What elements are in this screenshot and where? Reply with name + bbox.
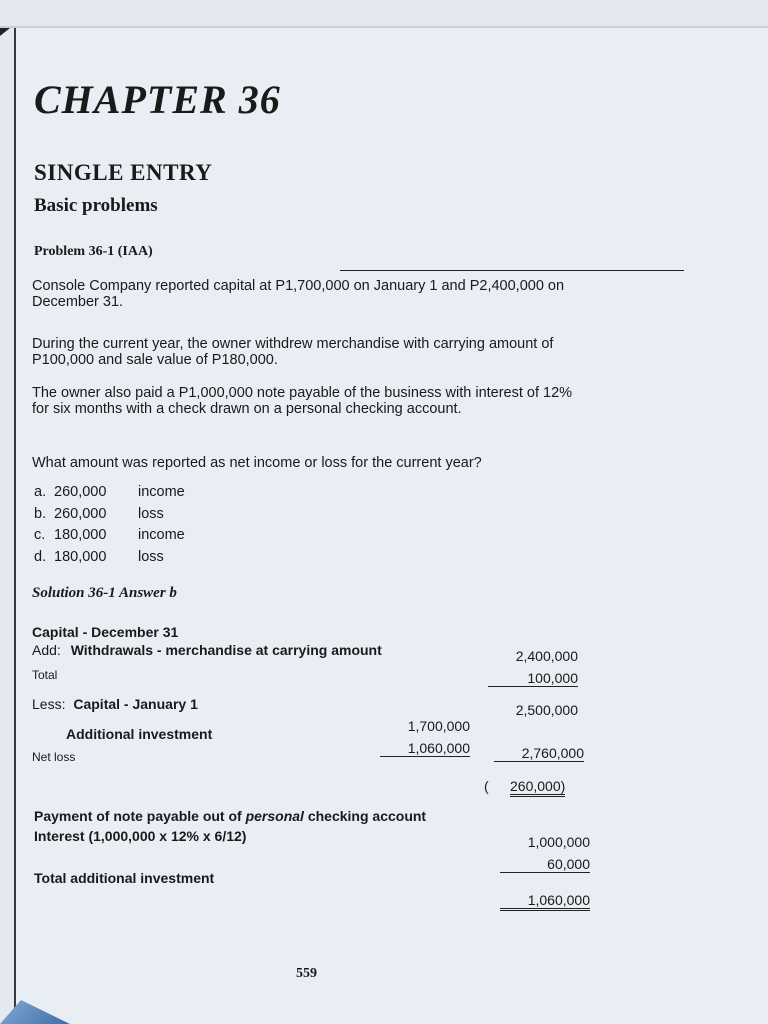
choice-c (34, 527, 185, 549)
net-loss-amount: 260,000) (510, 778, 565, 797)
net-loss-label: Net loss (32, 750, 76, 764)
choice-d (34, 549, 185, 571)
problem-paragraph-1: Console Company reported capital at P1,700,000 on January 1 and P2,400,000 on December 31. (32, 278, 565, 310)
less-row (32, 696, 198, 712)
choice-amount: 180,000 (54, 527, 107, 543)
total-label: Total (32, 668, 58, 682)
problem-question: What amount was reported as net income or loss for the current year? (32, 455, 482, 471)
choice-letter: b. (34, 505, 47, 522)
choice-amount: 260,000 (54, 505, 107, 522)
choice-type: income (138, 527, 185, 543)
choice-type: income (138, 484, 185, 500)
choice-amount: 260,000 (54, 484, 107, 500)
total-additional-investment-amount: 1,060,000 (500, 892, 590, 911)
add-row (32, 642, 382, 658)
problem-paragraph-3: The owner also paid a P1,000,000 note payable of the business with interest of 12% for six months with a check drawn on a personal checking account. (32, 385, 573, 417)
net-loss-open-paren: ( (484, 778, 489, 794)
payment-label-suffix: checking account (303, 808, 427, 824)
choice-type: loss (138, 548, 164, 565)
choice-letter: c. (34, 527, 46, 543)
choice-type: loss (138, 505, 164, 522)
less-total-amount: 2,760,000 (494, 745, 584, 762)
withdrawals-label: Withdrawals - merchandise at carrying amount (70, 642, 382, 658)
total-additional-investment-label: Total additional investment (34, 870, 215, 886)
page-corner-mark (0, 28, 10, 36)
answer-choices (34, 484, 185, 570)
choice-a (34, 484, 185, 506)
capital-december-label: Capital - December 31 (32, 624, 179, 640)
interest-amount: 60,000 (500, 856, 590, 873)
total-amount: 2,500,000 (515, 702, 578, 718)
divider-line (340, 270, 684, 271)
choice-b (34, 506, 185, 528)
capital-december-amount: 2,400,000 (515, 648, 578, 664)
subsection-title: Basic problems (34, 195, 158, 216)
payment-amount: 1,000,000 (527, 834, 590, 850)
section-title: SINGLE ENTRY (34, 160, 213, 185)
additional-investment-label: Additional investment (66, 726, 213, 742)
page-number: 559 (296, 966, 317, 981)
problem-title: Problem 36-1 (IAA) (34, 244, 153, 259)
choice-letter: a. (34, 484, 47, 500)
payment-label-prefix: Payment of note payable out of (34, 808, 246, 824)
payment-label-emphasis: personal (245, 808, 304, 824)
add-prefix: Add: (32, 642, 61, 658)
capital-january-amount: 1,700,000 (407, 718, 470, 734)
choice-letter: d. (34, 548, 47, 565)
capital-january-label: Capital - January 1 (73, 696, 198, 712)
additional-investment-amount: 1,060,000 (380, 740, 470, 757)
choice-amount: 180,000 (54, 548, 107, 565)
less-prefix: Less: (32, 696, 66, 712)
problem-paragraph-2: During the current year, the owner withdrew merchandise with carrying amount of P100,000 and sale value of P180,000. (32, 336, 554, 368)
interest-label: Interest (1,000,000 x 12% x 6/12) (34, 828, 247, 844)
payment-row (34, 808, 426, 824)
solution-title: Solution 36-1 Answer b (32, 585, 177, 601)
chapter-title: CHAPTER 36 (34, 77, 281, 122)
withdrawals-amount: 100,000 (488, 670, 578, 687)
